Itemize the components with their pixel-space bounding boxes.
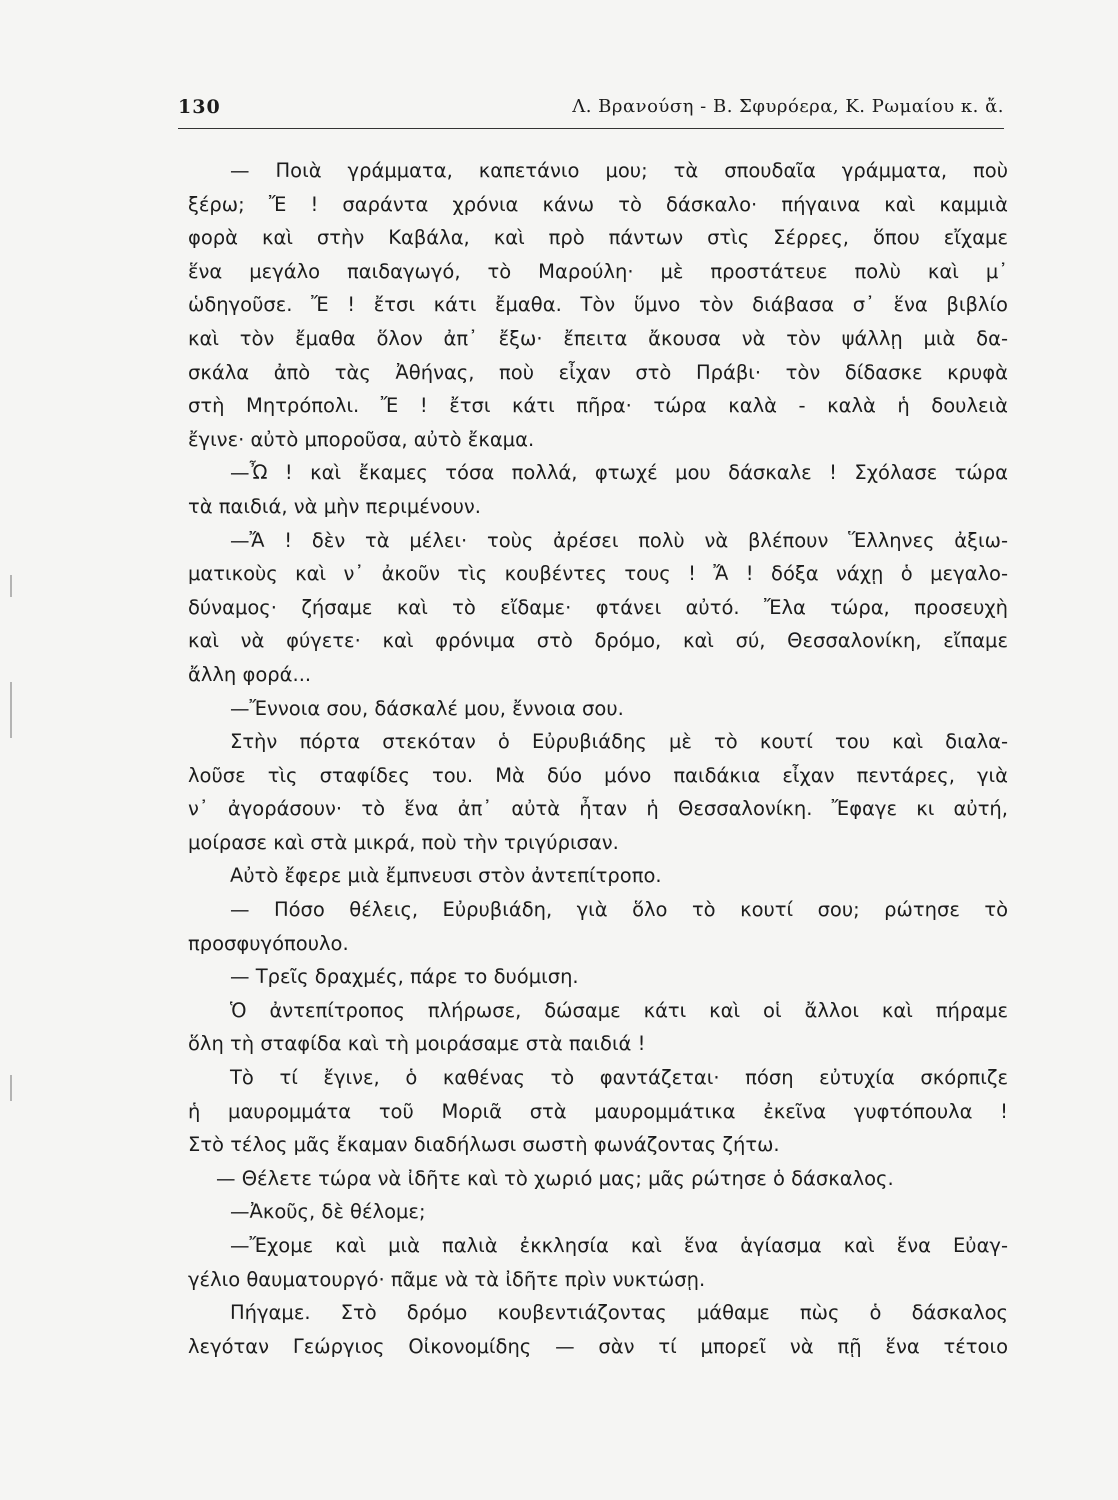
text-line: φορὰ καὶ στὴν Καβάλα, καὶ πρὸ πάντων στὶς Σέρρες, ὅπου εἴχαμε xyxy=(188,226,1008,250)
text-line: δύναμος· ζήσαμε καὶ τὸ εἴδαμε· φτάνει αὐτό. Ἔλα τώρα, προσευχὴ xyxy=(188,595,1008,619)
text-line: στὴ Μητρόπολι. Ἔ ! ἔτσι κάτι πῆρα· τώρα καλὰ - καλὰ ἡ δουλειὰ xyxy=(188,394,1008,418)
paragraph xyxy=(188,154,1008,456)
text-line: γέλιο θαυματουργό· πᾶμε νὰ τὰ ἰδῆτε πρὶν νυκτώσῃ. xyxy=(188,1267,706,1291)
text-line: Αὐτὸ ἔφερε μιὰ ἔμπνευσι στὸν ἀντεπίτροπο. xyxy=(230,864,662,888)
text-line: —Ἀκοῦς, δὲ θέλομε; xyxy=(230,1200,426,1224)
text-line: ἕνα μεγάλο παιδαγωγό, τὸ Μαρούλη· μὲ προστάτευε πολὺ καὶ μ᾿ xyxy=(188,259,1008,283)
text-line: λοῦσε τὶς σταφίδες του. Μὰ δύο μόνο παιδάκια εἶχαν πεντάρες, γιὰ xyxy=(188,763,1008,787)
paragraph xyxy=(188,1229,1008,1296)
text-line: τὰ παιδιά, νὰ μὴν περιμένουν. xyxy=(188,494,481,518)
page-number: 130 xyxy=(178,96,221,118)
paragraph xyxy=(188,859,1008,893)
text-line: — Τρεῖς δραχμές, πάρε το δυόμιση. xyxy=(230,965,579,989)
paragraph xyxy=(188,1162,1008,1196)
paragraph xyxy=(188,692,1008,726)
text-line: ν᾿ ἀγοράσουν· τὸ ἕνα ἀπ᾿ αὐτὰ ἦταν ἡ Θεσσαλονίκη. Ἔφαγε κι αὐτή, xyxy=(188,797,1008,821)
text-line: — Θέλετε τώρα νὰ ἰδῆτε καὶ τὸ χωριό μας; μᾶς ρώτησε ὁ δάσκαλος. xyxy=(216,1166,894,1190)
paragraph xyxy=(188,1195,1008,1229)
text-line: ὡδηγοῦσε. Ἔ ! ἔτσι κάτι ἔμαθα. Τὸν ὕμνο τὸν διάβασα σ᾿ ἕνα βιβλίο xyxy=(188,293,1008,317)
text-line: Στὸ τέλος μᾶς ἔκαμαν διαδήλωσι σωστὴ φωνάζοντας ζήτω. xyxy=(188,1133,780,1157)
text-line: ἄλλη φορά... xyxy=(188,662,312,686)
text-line: Πήγαμε. Στὸ δρόμο κουβεντιάζοντας μάθαμε πὼς ὁ δάσκαλος xyxy=(230,1301,1008,1325)
text-line: —Ὦ ! καὶ ἔκαμες τόσα πολλά, φτωχέ μου δάσκαλε ! Σχόλασε τώρα xyxy=(230,461,1008,485)
margin-mark xyxy=(10,682,12,738)
paragraph xyxy=(188,893,1008,960)
body-text xyxy=(188,154,1008,1363)
paragraph xyxy=(188,994,1008,1061)
margin-mark xyxy=(10,575,12,597)
text-line: —Ἔννοια σου, δάσκαλέ μου, ἔννοια σου. xyxy=(230,696,624,720)
text-line: Στὴν πόρτα στεκόταν ὁ Εὐρυβιάδης μὲ τὸ κουτί του καὶ διαλα- xyxy=(230,730,1008,754)
text-line: καὶ τὸν ἔμαθα ὅλον ἀπ᾿ ἔξω· ἔπειτα ἄκουσα νὰ τὸν ψάλλῃ μιὰ δα- xyxy=(188,326,1008,350)
margin-mark xyxy=(10,1075,12,1101)
text-line: — Πόσο θέλεις, Εὐρυβιάδη, γιὰ ὅλο τὸ κουτί σου; ρώτησε τὸ xyxy=(230,898,1008,922)
text-line: ἔγινε· αὐτὸ μποροῦσα, αὐτὸ ἔκαμα. xyxy=(188,427,535,451)
text-line: σκάλα ἀπὸ τὰς Ἀθήνας, ποὺ εἶχαν στὸ Πράβι· τὸν δίδασκε κρυφὰ xyxy=(188,360,1008,384)
text-line: Ὁ ἀντεπίτροπος πλήρωσε, δώσαμε κάτι καὶ οἱ ἄλλοι καὶ πήραμε xyxy=(230,998,1008,1022)
paragraph xyxy=(188,725,1008,859)
paragraph xyxy=(188,1296,1008,1363)
text-line: ξέρω; Ἔ ! σαράντα χρόνια κάνω τὸ δάσκαλο· πήγαινα καὶ καμμιὰ xyxy=(188,192,1008,216)
text-line: ὅλη τὴ σταφίδα καὶ τὴ μοιράσαμε στὰ παιδιά ! xyxy=(188,1032,646,1056)
text-line: προσφυγόπουλο. xyxy=(188,931,349,955)
paragraph xyxy=(188,960,1008,994)
text-line: ἡ μαυρομμάτα τοῦ Μοριᾶ στὰ μαυρομμάτικα ἐκεῖνα γυφτόπουλα ! xyxy=(188,1099,1008,1123)
text-line: μοίρασε καὶ στὰ μικρά, ποὺ τὴν τριγύρισαν. xyxy=(188,830,619,854)
text-line: καὶ νὰ φύγετε· καὶ φρόνιμα στὸ δρόμο, καὶ σύ, Θεσσαλονίκη, εἴπαμε xyxy=(188,629,1008,653)
text-line: —Ἄ ! δὲν τὰ μέλει· τοὺς ἀρέσει πολὺ νὰ βλέπουν Ἕλληνες ἀξιω- xyxy=(230,528,1008,552)
text-line: —Ἔχομε καὶ μιὰ παλιὰ ἐκκλησία καὶ ἕνα ἁγίασμα καὶ ἕνα Εὐαγ- xyxy=(230,1234,1008,1257)
paragraph xyxy=(188,524,1008,692)
text-line: λεγόταν Γεώργιος Οἰκονομίδης — σὰν τί μπορεῖ νὰ πῇ ἕνα τέτοιο xyxy=(188,1334,1008,1358)
paragraph xyxy=(188,1061,1008,1162)
text-line: — Ποιὰ γράμματα, καπετάνιο μου; τὰ σπουδαῖα γράμματα, ποὺ xyxy=(230,159,1008,182)
paragraph xyxy=(188,456,1008,523)
running-head: Λ. Βρανούση - Β. Σφυρόερα, Κ. Ρωμαίου κ. ἄ. xyxy=(572,96,1004,117)
text-line: Τὸ τί ἔγινε, ὁ καθένας τὸ φαντάζεται· πόση εὐτυχία σκόρπιζε xyxy=(230,1066,1008,1090)
text-line: ματικοὺς καὶ ν᾿ ἀκοῦν τὶς κουβέντες τους ! Ἄ ! δόξα νάχῃ ὁ μεγαλο- xyxy=(188,562,1008,586)
page-header xyxy=(178,92,1004,129)
